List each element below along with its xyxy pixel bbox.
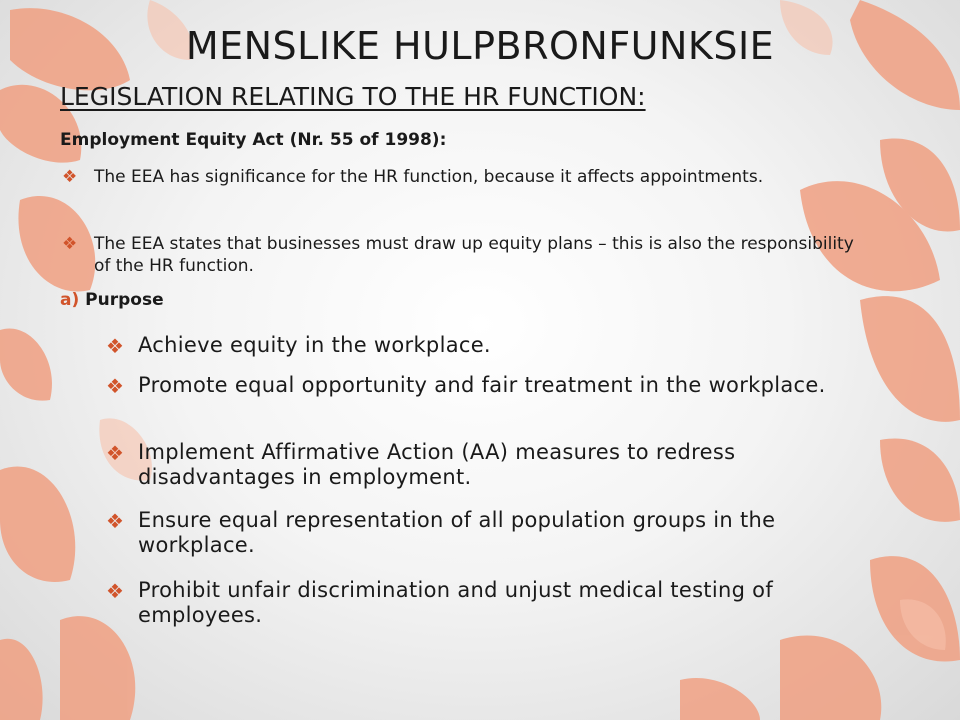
diamond-bullet-icon: ❖	[106, 374, 125, 398]
purpose-point-text: Achieve equity in the workplace.	[138, 333, 491, 357]
diamond-bullet-icon: ❖	[106, 334, 125, 358]
intro-point-text: The EEA has significance for the HR function, because it affects appointments.	[94, 167, 764, 187]
purpose-point-text: Promote equal opportunity and fair treatment in the workplace.	[138, 373, 826, 397]
purpose-point-text: Prohibit unfair discrimination and unjust medical testing of employees.	[138, 578, 774, 627]
slide-title: MENSLIKE HULPBRONFUNKSIE	[185, 24, 775, 68]
act-heading: Employment Equity Act (Nr. 55 of 1998):	[60, 130, 447, 150]
intro-point	[62, 233, 862, 277]
diamond-bullet-icon: ❖	[62, 167, 78, 187]
purpose-point	[106, 578, 866, 628]
diamond-bullet-icon: ❖	[106, 579, 125, 603]
slide-subtitle: LEGISLATION RELATING TO THE HR FUNCTION:	[60, 82, 646, 111]
diamond-bullet-icon: ❖	[106, 509, 125, 533]
intro-point	[62, 166, 862, 188]
purpose-point-text: Implement Affirmative Action (AA) measures to redress disadvantages in employment.	[138, 440, 736, 489]
purpose-point	[106, 373, 866, 398]
intro-point-text: The EEA states that businesses must draw up equity plans – this is also the responsibility of the HR function.	[94, 234, 854, 276]
section-letter: a)	[60, 290, 80, 310]
section-heading	[60, 290, 164, 310]
diamond-bullet-icon: ❖	[106, 441, 125, 465]
purpose-point	[106, 440, 866, 490]
purpose-point-text: Ensure equal representation of all population groups in the workplace.	[138, 508, 776, 557]
diamond-bullet-icon: ❖	[62, 234, 78, 254]
purpose-point	[106, 333, 866, 358]
section-label: Purpose	[85, 290, 164, 310]
purpose-point	[106, 508, 866, 558]
